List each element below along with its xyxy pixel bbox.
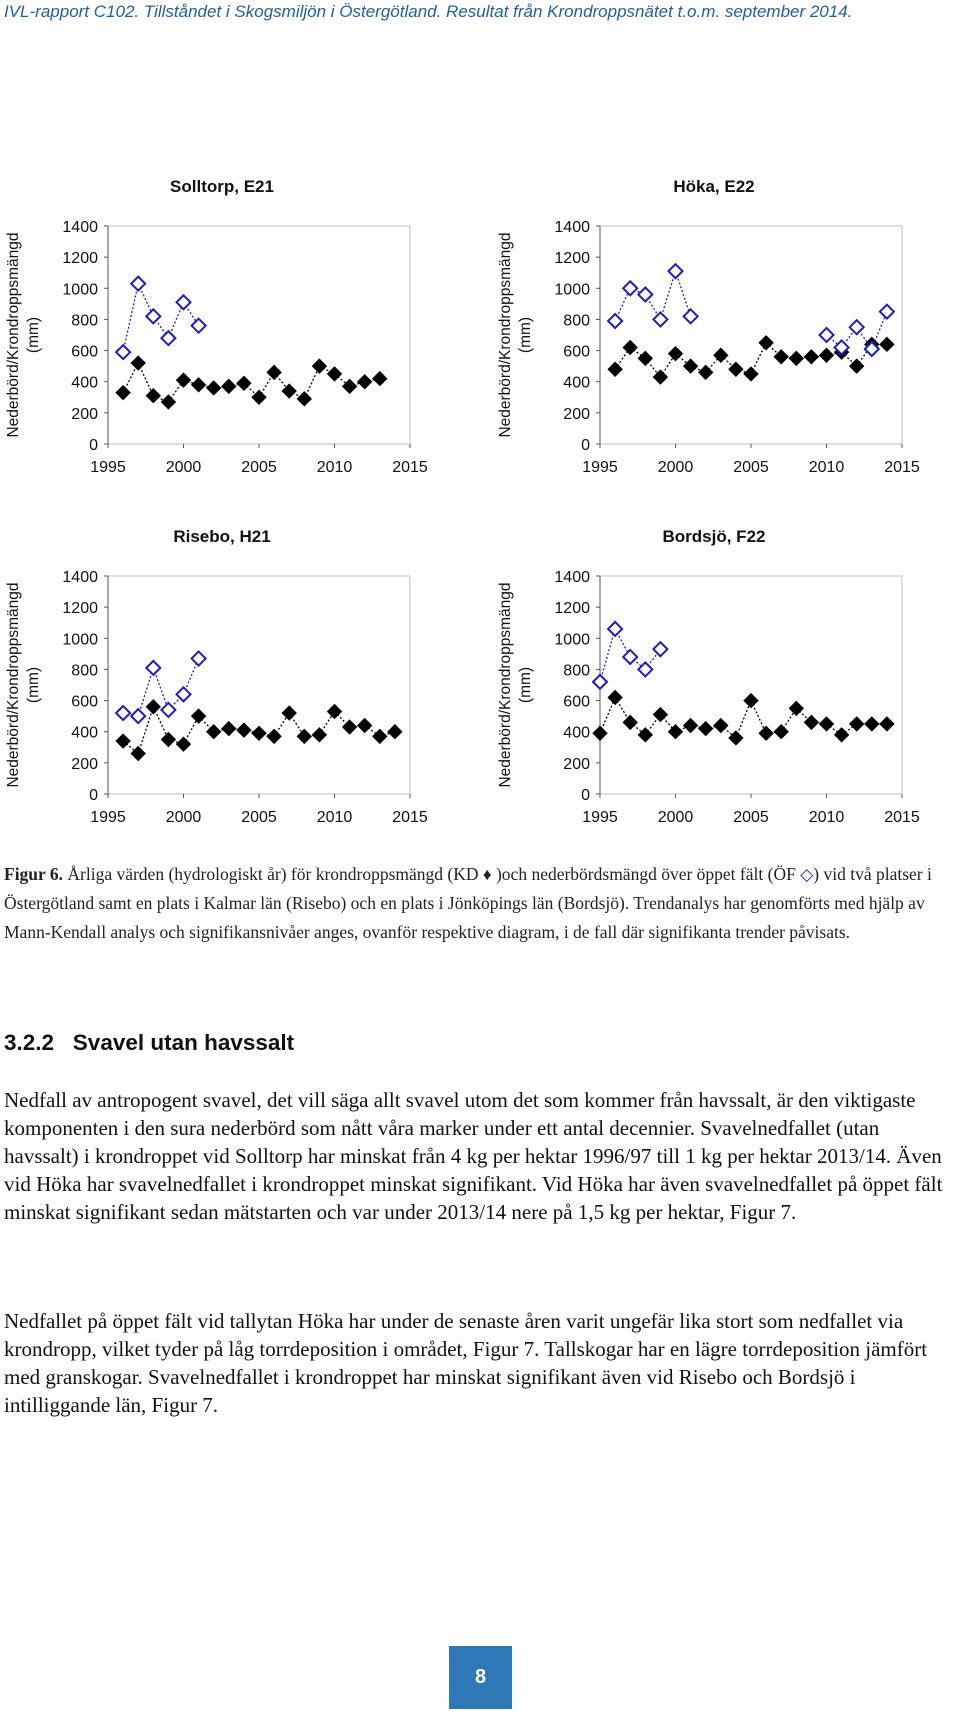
y-axis-label-line-2: (mm) <box>517 316 534 354</box>
x-tick-label: 1995 <box>582 809 618 826</box>
filled-diamond-icon: ♦ <box>482 865 492 884</box>
y-tick-label: 1000 <box>554 281 590 299</box>
x-tick-label: 2015 <box>392 459 428 476</box>
chart-title: Höka, E22 <box>673 177 755 196</box>
x-tick-label: 2005 <box>241 809 277 826</box>
y-axis-label <box>5 582 42 787</box>
x-tick-label: 1995 <box>582 459 618 476</box>
figure-caption <box>4 860 949 947</box>
y-tick-label: 800 <box>71 312 98 330</box>
plot-frame <box>108 226 410 444</box>
y-tick-label: 1200 <box>62 600 98 618</box>
x-tick-label: 2010 <box>808 459 845 476</box>
chart-title: Bordsjö, F22 <box>662 527 766 546</box>
x-tick-label: 2015 <box>884 809 920 826</box>
y-axis-label-line-1: Nederbörd/Krondroppsmängd <box>497 232 514 438</box>
y-tick-label: 600 <box>71 343 98 361</box>
chart-bordsjo <box>492 518 942 856</box>
y-tick-label: 1400 <box>554 569 590 586</box>
caption-text-1: Årliga värden (hydrologiskt år) för krondroppsmängd (KD <box>63 864 483 884</box>
figure-label: Figur 6. <box>4 864 63 884</box>
y-tick-label: 400 <box>563 724 590 742</box>
plot-frame <box>108 576 410 794</box>
y-tick-label: 600 <box>71 693 98 711</box>
x-tick-label: 2000 <box>657 809 694 826</box>
y-tick-label: 1200 <box>62 250 98 268</box>
x-tick-label: 1995 <box>90 809 126 826</box>
section-heading: 3.2.2 Svavel utan havssalt <box>4 1030 295 1055</box>
y-tick-label: 400 <box>71 724 98 742</box>
y-tick-label: 800 <box>563 312 590 330</box>
y-axis-label <box>5 232 42 437</box>
y-tick-label: 800 <box>71 662 98 680</box>
y-tick-label: 200 <box>71 405 98 423</box>
y-tick-label: 600 <box>563 693 590 711</box>
y-axis-label-line-1: Nederbörd/Krondroppsmängd <box>497 582 514 788</box>
x-tick-label: 2000 <box>165 809 202 826</box>
y-tick-label: 1400 <box>554 219 590 236</box>
x-tick-label: 2010 <box>316 809 353 826</box>
y-axis-label <box>497 582 534 787</box>
y-tick-label: 800 <box>563 662 590 680</box>
x-tick-label: 2010 <box>316 459 353 476</box>
y-tick-label: 1400 <box>62 569 98 586</box>
x-tick-label: 2005 <box>733 459 769 476</box>
y-tick-label: 1000 <box>62 281 98 299</box>
x-tick-label: 2005 <box>241 459 277 476</box>
paragraph-1: Nedfall av antropogent svavel, det vill säga allt svavel utom det som kommer från havssalt, är den viktigaste komponenten i den sura nederbörd som nått våra marker under ett antal decennier. Svavelnedfallet (utan havssalt) i krondroppet vid Solltorp har minskat från 4 kg per hektar 1996/97 till 1 kg per hektar 2013/14. Även vid Höka har svavelnedfallet i krondroppet minskat signifikant. Vid Höka har även svavelnedfallet på öppet fält minskat signifikant sedan mätstarten och var under 2013/14 nere på 1,5 kg per hektar, Figur 7. <box>4 1088 943 1224</box>
page-number-badge: 8 <box>449 1646 512 1709</box>
x-tick-label: 2005 <box>733 809 769 826</box>
x-tick-label: 2000 <box>165 459 202 476</box>
open-diamond-icon: ◇ <box>800 865 814 884</box>
chart-solltorp <box>0 168 450 508</box>
caption-text-2: )och nederbördsmängd över öppet fält (ÖF <box>491 864 801 884</box>
chart-svg <box>492 168 942 508</box>
paragraph-2: Nedfallet på öppet fält vid tallytan Höka har under de senaste åren varit ungefär lika stort som nedfallet via krondropp, vilket tyder på låg torrdeposition i området, Figur 7. Tallskogar har en lägre torrdeposition jämfört med granskogar. Svavelnedfallet i krondroppet har minskat signifikant även vid Risebo och Bordsjö i intilliggande län, Figur 7. <box>4 1309 928 1417</box>
x-tick-label: 2000 <box>657 459 694 476</box>
y-tick-label: 600 <box>563 343 590 361</box>
chart-risebo <box>0 518 450 856</box>
y-axis-label <box>497 232 534 437</box>
y-axis-label-line-2: (mm) <box>25 316 42 354</box>
y-axis-label-line-2: (mm) <box>517 666 534 704</box>
y-tick-label: 1000 <box>62 631 98 649</box>
chart-svg <box>492 518 942 858</box>
y-tick-label: 1400 <box>62 219 98 236</box>
y-tick-label: 200 <box>71 755 98 773</box>
y-tick-label: 400 <box>563 374 590 392</box>
running-header: IVL-rapport C102. Tillståndet i Skogsmiljön i Östergötland. Resultat från Krondroppsnätet t.o.m. september 2014. <box>4 2 853 21</box>
y-tick-label: 0 <box>581 787 590 804</box>
y-tick-label: 1200 <box>554 250 590 268</box>
y-tick-label: 400 <box>71 374 98 392</box>
x-tick-label: 2015 <box>884 459 920 476</box>
y-tick-label: 1000 <box>554 631 590 649</box>
y-tick-label: 0 <box>89 437 98 454</box>
y-axis-label-line-1: Nederbörd/Krondroppsmängd <box>5 582 22 788</box>
y-axis-label-line-2: (mm) <box>25 666 42 704</box>
y-tick-label: 0 <box>581 437 590 454</box>
chart-title: Risebo, H21 <box>173 527 271 546</box>
chart-svg <box>0 168 450 508</box>
y-tick-label: 200 <box>563 405 590 423</box>
x-tick-label: 2010 <box>808 809 845 826</box>
y-axis-label-line-1: Nederbörd/Krondroppsmängd <box>5 232 22 438</box>
y-tick-label: 200 <box>563 755 590 773</box>
caption-text-3: ) vid två platser i Östergötland samt en plats i Kalmar län (Risebo) och en plats i Jönköpings län (Bordsjö). Trendanalys har genomförts med hjälp av Mann-Kendall analys och signifikansnivåer anges, ovanför respektive diagram, i de fall där signifikanta trender påvisats. <box>4 864 932 942</box>
y-tick-label: 1200 <box>554 600 590 618</box>
y-tick-label: 0 <box>89 787 98 804</box>
chart-svg <box>0 518 450 858</box>
x-tick-label: 2015 <box>392 809 428 826</box>
x-tick-label: 1995 <box>90 459 126 476</box>
chart-hoka <box>492 168 942 508</box>
chart-title: Solltorp, E21 <box>170 177 274 196</box>
plot-frame <box>600 576 902 794</box>
